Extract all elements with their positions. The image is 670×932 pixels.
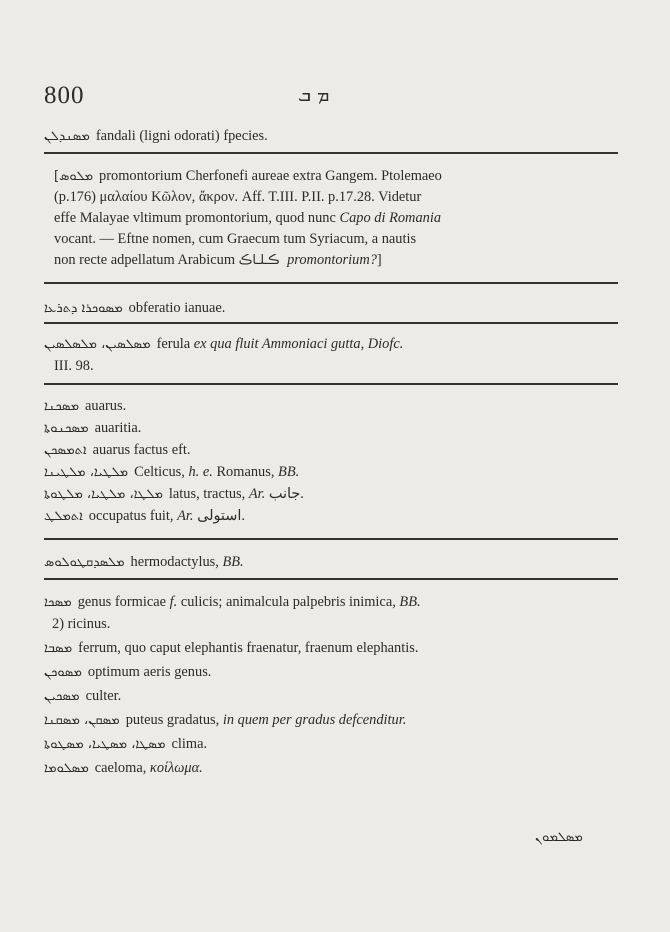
syriac-headword: ܡܣܘܟܢ [44, 665, 82, 680]
entry-gloss: culter. [85, 688, 122, 704]
entry-source: BB. [399, 594, 421, 610]
catchword: ܡܣܠܡܘܢ [535, 830, 583, 845]
entry-gloss-italic: f. [169, 594, 178, 610]
entry-3 [44, 334, 624, 355]
page-header [44, 82, 614, 116]
running-head: ܡ ܒ [298, 84, 330, 106]
entry-gloss: latus, tractus, [168, 486, 249, 502]
bracketed-note [46, 166, 614, 271]
note-line-5: non recte adpellatum Arabicum [54, 252, 239, 268]
entry-gloss-2: culicis; animalcula palpebris inimica, [177, 594, 400, 610]
syriac-headword: ܐܬܡܠܛ [44, 509, 83, 524]
entry-14 [44, 686, 624, 707]
entry-gloss: auaritia. [94, 420, 142, 436]
page-number: 800 [44, 82, 85, 109]
syriac-headword: ܡܠܣܕܩܛܘܠܘܣ [44, 555, 125, 570]
entry-15 [44, 710, 624, 731]
entry-11-cont [52, 614, 632, 634]
entry-gloss-italic: h. e. [188, 464, 213, 480]
syriac-headword: ܡܣܟܢܘܬܐ [44, 421, 89, 436]
note-line-2: (p.176) μαλαίου Κῶλον, ἄκρον. Aff. T.III. P.II. p.17.28. Videtur [54, 189, 422, 205]
entry-5 [44, 418, 624, 439]
syriac-headword: ܡܣܛܐ، ܡܣܛܝܐ، ܡܣܛܘܬܐ [44, 737, 166, 752]
entry-gloss: ferula [156, 336, 194, 352]
entry-gloss-3: 2) ricinus. [52, 616, 111, 632]
note-line-3-italic: Capo di Romania [339, 210, 442, 226]
syriac-headword: ܡܣܠܘܡܐ [44, 761, 89, 776]
entry-gloss: obferatio ianuae. [128, 300, 226, 316]
syriac-headword: ܡܣܘܟܪܐ ܕܬܪܥܐ [44, 301, 123, 316]
entry-10 [44, 552, 624, 573]
entry-16 [44, 734, 624, 755]
syriac-headword: ܡܣܢܕܠܢ [44, 129, 90, 144]
arabic-gloss: ﺍﺳﺘﻮﻟﻰ. [193, 508, 245, 524]
note-close-bracket: ] [376, 252, 382, 268]
entry-1 [44, 126, 624, 147]
syriac-headword: [ܡܠܘܣ [54, 169, 94, 184]
entry-13 [44, 662, 624, 683]
entry-gloss: auarus. [85, 398, 127, 414]
entry-gloss: hermodactylus, [130, 554, 223, 570]
entry-12 [44, 638, 624, 659]
entry-17 [44, 758, 624, 779]
entry-gloss: caeloma, [94, 760, 150, 776]
syriac-headword: ܡܣܟܝܢ [44, 689, 80, 704]
entry-gloss-italic: ex qua fluit Ammoniaci gutta, Diofc. [193, 336, 404, 352]
syriac-headword: ܡܣܠܣܝܢ، ܡܠܣܠܣܝܢ [44, 337, 151, 352]
entry-source: BB. [278, 464, 300, 480]
entry-gloss-italic: in quem per gradus defcenditur. [222, 712, 407, 728]
section-rule [44, 538, 618, 540]
entry-9 [44, 506, 624, 527]
section-rule [44, 282, 618, 284]
syriac-headword: ܡܠܛܐ، ܡܠܛܝܐ، ܡܠܛܘܬܐ [44, 487, 163, 502]
entry-gloss: ferrum, quo caput elephantis fraenatur, fraenum elephantis. [78, 640, 419, 656]
note-line-4: vocant. — Eftne nomen, cum Graecum tum Syriacum, a nautis [54, 231, 417, 247]
entry-8 [44, 484, 624, 505]
syriac-headword: ܡܣܒܐ [44, 641, 73, 656]
entry-6 [44, 440, 624, 461]
entry-gloss: genus formicae [77, 594, 170, 610]
syriac-headword: ܡܠܛܝܐ، ܡܠܛܝܢܐ [44, 465, 129, 480]
section-rule [44, 578, 618, 580]
entry-gloss: fandali (ligni odorati) fpecies. [95, 128, 268, 144]
entry-gloss: occupatus fuit, [88, 508, 178, 524]
entry-gloss-greek: κοίλωμα. [149, 760, 203, 776]
entry-source: Ar. [248, 486, 266, 502]
section-rule [44, 152, 618, 154]
entry-11 [44, 592, 624, 613]
syriac-headword: ܡܣܟܢܐ [44, 399, 80, 414]
note-line-1: promontorium Cherfonefi aureae extra Gangem. Ptolemaeo [99, 168, 442, 184]
entry-gloss: optimum aeris genus. [87, 664, 212, 680]
entry-2 [44, 298, 624, 319]
entry-gloss: Celticus, [134, 464, 189, 480]
syriac-headword: ܐܬܡܣܟܢ [44, 443, 87, 458]
entry-4 [44, 396, 624, 417]
syriac-headword: ܡܣܟܐ [44, 595, 72, 610]
entry-gloss: auarus factus eft. [92, 442, 191, 458]
entry-7 [44, 462, 624, 483]
entry-gloss: clima. [171, 736, 208, 752]
section-rule [44, 383, 618, 385]
entry-source: Ar. [177, 508, 194, 524]
entry-reference: III. 98. [54, 358, 94, 374]
entry-source: BB. [222, 554, 244, 570]
note-line-5-italic: promontorium? [283, 252, 377, 268]
entry-3-cont [54, 356, 634, 376]
syriac-headword: ܡܣܩܢ، ܡܣܩܢܐ [44, 713, 120, 728]
section-rule [44, 322, 618, 324]
note-line-3: effe Malayae vltimum promontorium, quod nunc [54, 210, 340, 226]
arabic-word: ڪـلـاڪ [238, 253, 280, 268]
entry-gloss-2: Romanus, [212, 464, 279, 480]
entry-gloss: puteus gradatus, [125, 712, 223, 728]
arabic-gloss: ﺟﺎﻧﺐ. [265, 486, 304, 502]
